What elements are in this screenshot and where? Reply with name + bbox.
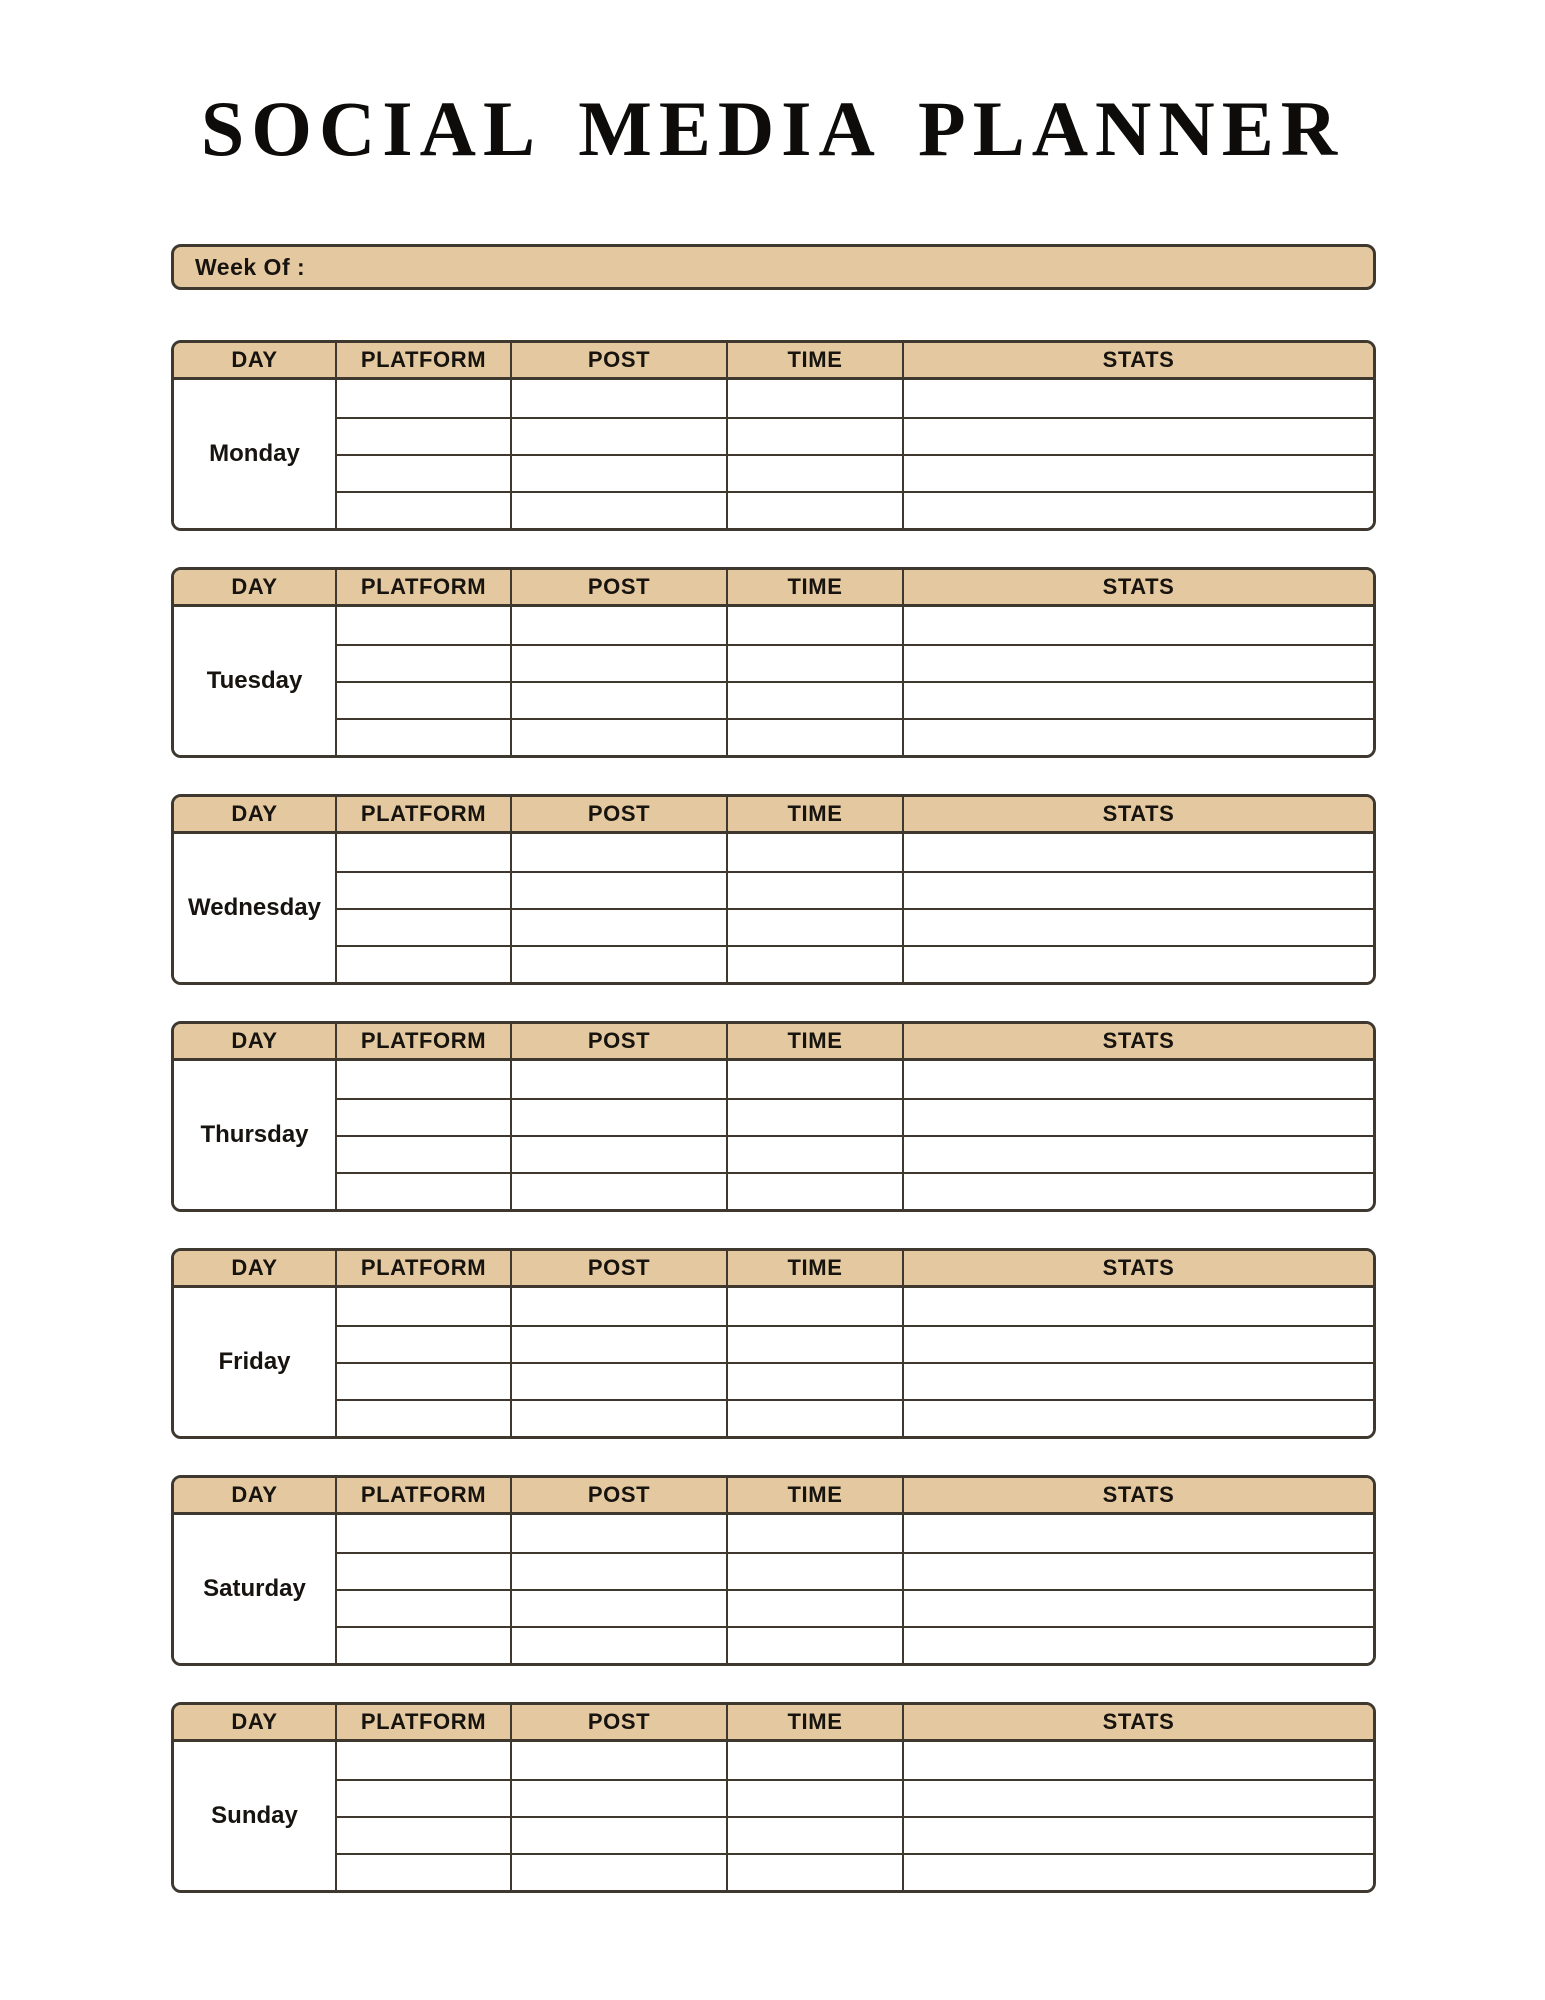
planner-cell-post[interactable] bbox=[510, 681, 726, 718]
planner-cell-time[interactable] bbox=[726, 1589, 902, 1626]
planner-cell-platform[interactable] bbox=[335, 417, 510, 454]
planner-cell-platform[interactable] bbox=[335, 718, 510, 755]
column-header-day: DAY bbox=[174, 570, 335, 607]
planner-cell-stats[interactable] bbox=[902, 1362, 1373, 1399]
planner-cell-stats[interactable] bbox=[902, 1061, 1373, 1098]
column-header-platform: PLATFORM bbox=[335, 1478, 510, 1515]
planner-cell-stats[interactable] bbox=[902, 908, 1373, 945]
column-header-time: TIME bbox=[726, 797, 902, 834]
column-header-stats: STATS bbox=[902, 1705, 1373, 1742]
planner-cell-time[interactable] bbox=[726, 491, 902, 528]
planner-cell-post[interactable] bbox=[510, 1779, 726, 1816]
column-header-time: TIME bbox=[726, 570, 902, 607]
planner-cell-platform[interactable] bbox=[335, 1853, 510, 1890]
planner-cell-time[interactable] bbox=[726, 718, 902, 755]
planner-cell-platform[interactable] bbox=[335, 1589, 510, 1626]
day-planner-table bbox=[171, 567, 1376, 758]
column-header-post: POST bbox=[510, 1251, 726, 1288]
planner-cell-platform[interactable] bbox=[335, 491, 510, 528]
planner-cell-stats[interactable] bbox=[902, 491, 1373, 528]
column-header-time: TIME bbox=[726, 1251, 902, 1288]
day-planner-table bbox=[171, 794, 1376, 985]
planner-cell-post[interactable] bbox=[510, 1853, 726, 1890]
column-header-stats: STATS bbox=[902, 343, 1373, 380]
planner-cell-time[interactable] bbox=[726, 1061, 902, 1098]
column-header-day: DAY bbox=[174, 1478, 335, 1515]
column-header-stats: STATS bbox=[902, 797, 1373, 834]
planner-cell-stats[interactable] bbox=[902, 644, 1373, 681]
column-header-stats: STATS bbox=[902, 1251, 1373, 1288]
planner-cell-time[interactable] bbox=[726, 834, 902, 871]
planner-cell-post[interactable] bbox=[510, 1362, 726, 1399]
planner-cell-post[interactable] bbox=[510, 1172, 726, 1209]
column-header-post: POST bbox=[510, 570, 726, 607]
planner-cell-stats[interactable] bbox=[902, 871, 1373, 908]
planner-cell-post[interactable] bbox=[510, 718, 726, 755]
planner-cell-platform[interactable] bbox=[335, 1172, 510, 1209]
planner-cell-stats[interactable] bbox=[902, 417, 1373, 454]
planner-cell-time[interactable] bbox=[726, 1172, 902, 1209]
day-label: Wednesday bbox=[174, 834, 335, 982]
planner-cell-platform[interactable] bbox=[335, 1779, 510, 1816]
column-header-time: TIME bbox=[726, 1705, 902, 1742]
planner-cell-post[interactable] bbox=[510, 380, 726, 417]
planner-cell-post[interactable] bbox=[510, 1325, 726, 1362]
planner-cell-stats[interactable] bbox=[902, 1399, 1373, 1436]
planner-cell-post[interactable] bbox=[510, 1399, 726, 1436]
day-label: Saturday bbox=[174, 1515, 335, 1663]
column-header-platform: PLATFORM bbox=[335, 797, 510, 834]
day-planner-table bbox=[171, 1702, 1376, 1893]
planner-cell-platform[interactable] bbox=[335, 871, 510, 908]
day-planner-table bbox=[171, 1475, 1376, 1666]
planner-cell-stats[interactable] bbox=[902, 1135, 1373, 1172]
planner-cell-time[interactable] bbox=[726, 1288, 902, 1325]
planner-cell-post[interactable] bbox=[510, 908, 726, 945]
planner-cell-time[interactable] bbox=[726, 1515, 902, 1552]
planner-cell-stats[interactable] bbox=[902, 681, 1373, 718]
day-label: Thursday bbox=[174, 1061, 335, 1209]
planner-cell-platform[interactable] bbox=[335, 1626, 510, 1663]
planner-cell-post[interactable] bbox=[510, 1742, 726, 1779]
planner-cell-stats[interactable] bbox=[902, 454, 1373, 491]
planner-cell-stats[interactable] bbox=[902, 1853, 1373, 1890]
planner-cell-platform[interactable] bbox=[335, 1288, 510, 1325]
planner-cell-platform[interactable] bbox=[335, 1742, 510, 1779]
planner-cell-time[interactable] bbox=[726, 681, 902, 718]
planner-cell-post[interactable] bbox=[510, 945, 726, 982]
column-header-post: POST bbox=[510, 1705, 726, 1742]
planner-cell-stats[interactable] bbox=[902, 1098, 1373, 1135]
planner-cell-time[interactable] bbox=[726, 1853, 902, 1890]
planner-cell-time[interactable] bbox=[726, 1399, 902, 1436]
planner-cell-post[interactable] bbox=[510, 607, 726, 644]
column-header-platform: PLATFORM bbox=[335, 1705, 510, 1742]
planner-cell-post[interactable] bbox=[510, 1626, 726, 1663]
planner-cell-time[interactable] bbox=[726, 1552, 902, 1589]
column-header-time: TIME bbox=[726, 343, 902, 380]
planner-cell-platform[interactable] bbox=[335, 681, 510, 718]
column-header-platform: PLATFORM bbox=[335, 343, 510, 380]
planner-cell-platform[interactable] bbox=[335, 1816, 510, 1853]
column-header-post: POST bbox=[510, 1478, 726, 1515]
planner-cell-stats[interactable] bbox=[902, 834, 1373, 871]
planner-cell-stats[interactable] bbox=[902, 1589, 1373, 1626]
day-planner-table bbox=[171, 1248, 1376, 1439]
planner-cell-post[interactable] bbox=[510, 417, 726, 454]
planner-cell-stats[interactable] bbox=[902, 607, 1373, 644]
planner-cell-platform[interactable] bbox=[335, 908, 510, 945]
planner-cell-platform[interactable] bbox=[335, 1515, 510, 1552]
planner-cell-stats[interactable] bbox=[902, 1816, 1373, 1853]
planner-cell-time[interactable] bbox=[726, 1135, 902, 1172]
planner-cell-time[interactable] bbox=[726, 871, 902, 908]
column-header-stats: STATS bbox=[902, 1024, 1373, 1061]
planner-cell-time[interactable] bbox=[726, 380, 902, 417]
column-header-post: POST bbox=[510, 343, 726, 380]
planner-cell-time[interactable] bbox=[726, 1816, 902, 1853]
planner-cell-stats[interactable] bbox=[902, 1172, 1373, 1209]
planner-cell-platform[interactable] bbox=[335, 1098, 510, 1135]
column-header-time: TIME bbox=[726, 1478, 902, 1515]
column-header-day: DAY bbox=[174, 1251, 335, 1288]
planner-cell-platform[interactable] bbox=[335, 1399, 510, 1436]
planner-cell-stats[interactable] bbox=[902, 380, 1373, 417]
day-planner-table bbox=[171, 1021, 1376, 1212]
column-header-platform: PLATFORM bbox=[335, 1251, 510, 1288]
planner-cell-platform[interactable] bbox=[335, 380, 510, 417]
column-header-time: TIME bbox=[726, 1024, 902, 1061]
column-header-day: DAY bbox=[174, 1024, 335, 1061]
column-header-stats: STATS bbox=[902, 1478, 1373, 1515]
planner-cell-stats[interactable] bbox=[902, 1552, 1373, 1589]
page-title: SOCIAL MEDIA PLANNER bbox=[200, 85, 1345, 172]
planner-cell-stats[interactable] bbox=[902, 1515, 1373, 1552]
planner-cell-platform[interactable] bbox=[335, 945, 510, 982]
week-of-label: Week Of : bbox=[195, 253, 306, 280]
planner-cell-platform[interactable] bbox=[335, 607, 510, 644]
column-header-platform: PLATFORM bbox=[335, 570, 510, 607]
planner-cell-platform[interactable] bbox=[335, 834, 510, 871]
column-header-post: POST bbox=[510, 1024, 726, 1061]
planner-cell-time[interactable] bbox=[726, 1098, 902, 1135]
planner-cell-stats[interactable] bbox=[902, 945, 1373, 982]
planner-cell-platform[interactable] bbox=[335, 1061, 510, 1098]
day-label: Monday bbox=[174, 380, 335, 528]
planner-cell-time[interactable] bbox=[726, 644, 902, 681]
planner-cell-post[interactable] bbox=[510, 1816, 726, 1853]
planner-cell-time[interactable] bbox=[726, 1362, 902, 1399]
planner-cell-platform[interactable] bbox=[335, 644, 510, 681]
planner-cell-post[interactable] bbox=[510, 644, 726, 681]
planner-cell-platform[interactable] bbox=[335, 1135, 510, 1172]
column-header-platform: PLATFORM bbox=[335, 1024, 510, 1061]
planner-cell-post[interactable] bbox=[510, 1552, 726, 1589]
day-label: Sunday bbox=[174, 1742, 335, 1890]
planner-cell-post[interactable] bbox=[510, 1288, 726, 1325]
planner-cell-stats[interactable] bbox=[902, 1288, 1373, 1325]
planner-cell-post[interactable] bbox=[510, 1135, 726, 1172]
planner-cell-post[interactable] bbox=[510, 1515, 726, 1552]
planner-cell-post[interactable] bbox=[510, 1589, 726, 1626]
column-header-day: DAY bbox=[174, 797, 335, 834]
day-planner-table bbox=[171, 340, 1376, 531]
planner-cell-post[interactable] bbox=[510, 834, 726, 871]
planner-cell-stats[interactable] bbox=[902, 1779, 1373, 1816]
planner-cell-time[interactable] bbox=[726, 454, 902, 491]
planner-cell-platform[interactable] bbox=[335, 1325, 510, 1362]
column-header-post: POST bbox=[510, 797, 726, 834]
day-label: Friday bbox=[174, 1288, 335, 1436]
column-header-stats: STATS bbox=[902, 570, 1373, 607]
column-header-day: DAY bbox=[174, 343, 335, 380]
planner-cell-platform[interactable] bbox=[335, 1552, 510, 1589]
planner-cell-platform[interactable] bbox=[335, 454, 510, 491]
planner-cell-time[interactable] bbox=[726, 1325, 902, 1362]
planner-cell-post[interactable] bbox=[510, 1098, 726, 1135]
planner-cell-time[interactable] bbox=[726, 908, 902, 945]
planner-cell-stats[interactable] bbox=[902, 1325, 1373, 1362]
planner-cell-time[interactable] bbox=[726, 1779, 902, 1816]
planner-cell-time[interactable] bbox=[726, 1626, 902, 1663]
column-header-day: DAY bbox=[174, 1705, 335, 1742]
planner-cell-post[interactable] bbox=[510, 491, 726, 528]
planner-cell-stats[interactable] bbox=[902, 718, 1373, 755]
planner-cell-stats[interactable] bbox=[902, 1626, 1373, 1663]
planner-cell-post[interactable] bbox=[510, 871, 726, 908]
planner-cell-time[interactable] bbox=[726, 945, 902, 982]
planner-cell-post[interactable] bbox=[510, 454, 726, 491]
planner-cell-platform[interactable] bbox=[335, 1362, 510, 1399]
planner-cell-time[interactable] bbox=[726, 417, 902, 454]
planner-cell-stats[interactable] bbox=[902, 1742, 1373, 1779]
day-label: Tuesday bbox=[174, 607, 335, 755]
planner-cell-time[interactable] bbox=[726, 607, 902, 644]
planner-cell-time[interactable] bbox=[726, 1742, 902, 1779]
planner-cell-post[interactable] bbox=[510, 1061, 726, 1098]
